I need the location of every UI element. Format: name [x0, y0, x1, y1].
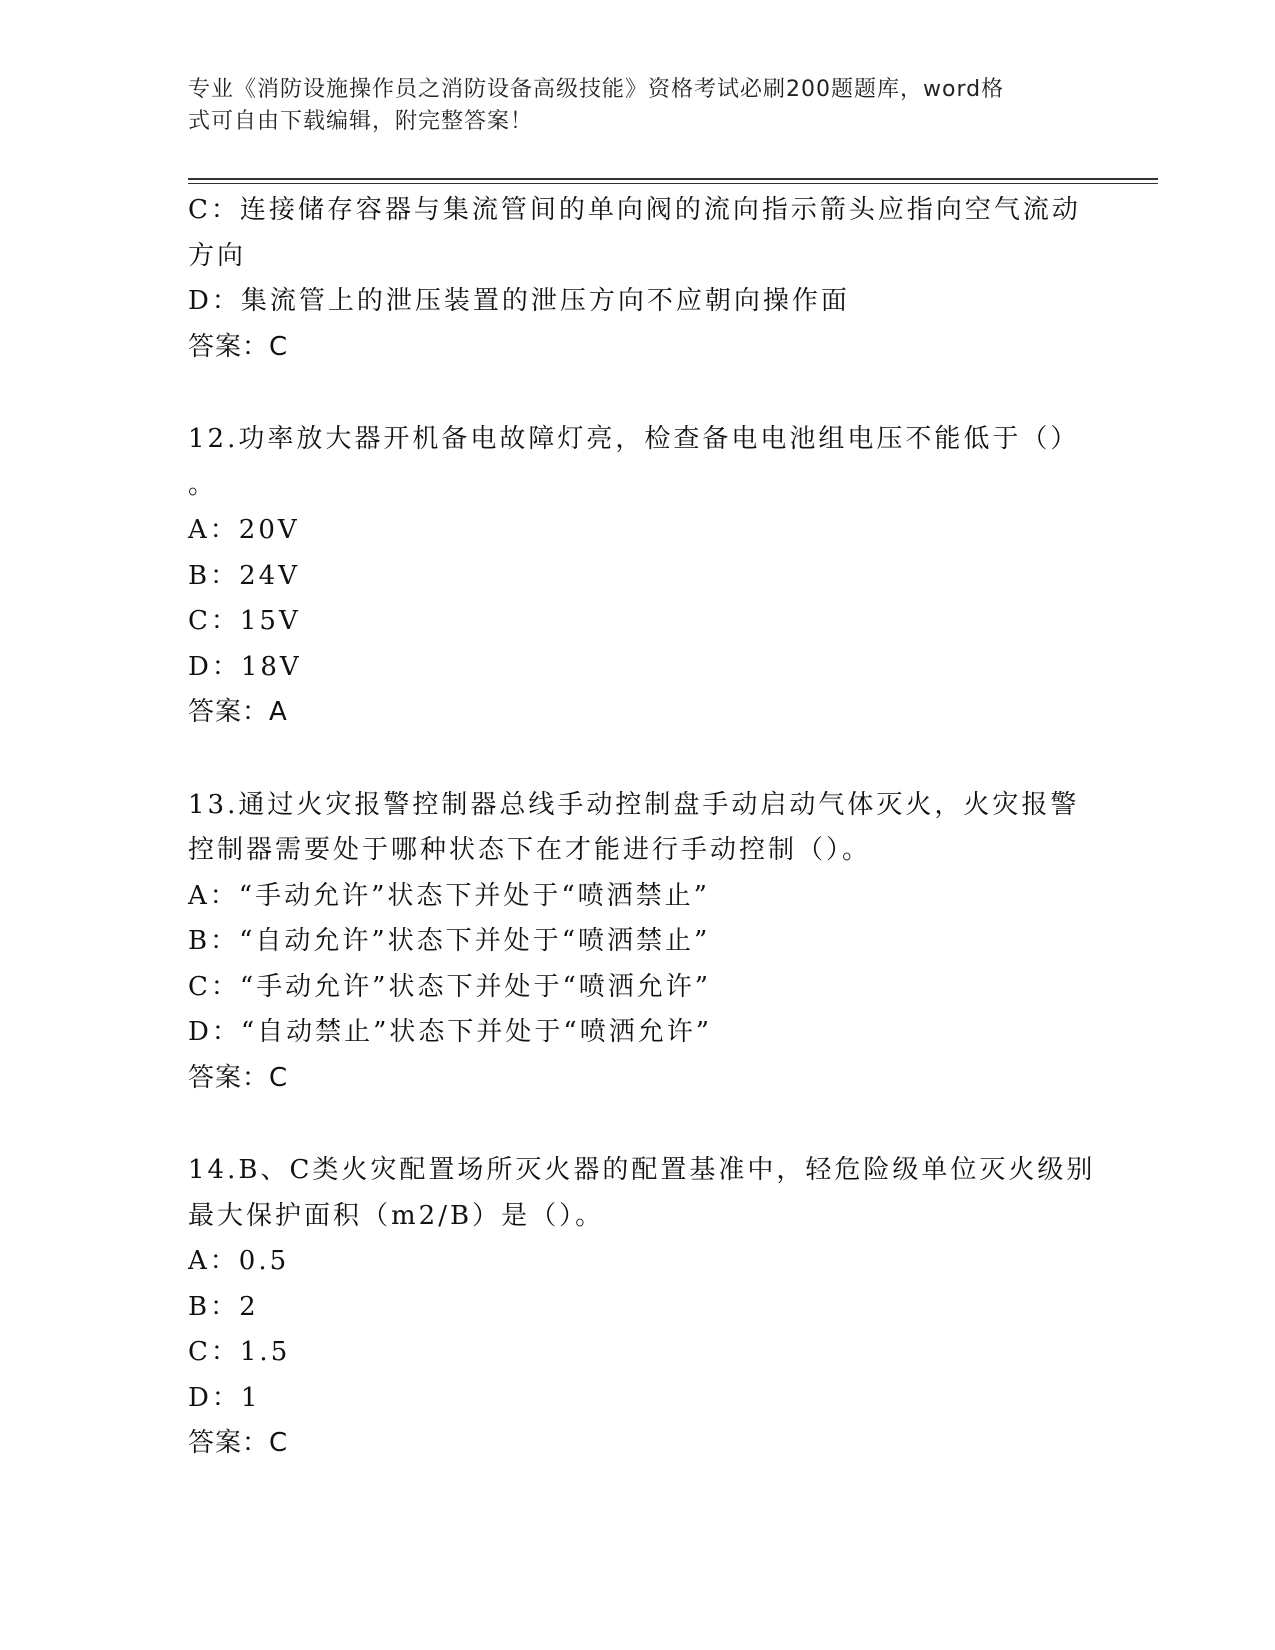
q12-stem: 12.功率放大器开机备电故障灯亮，检查备电电池组电压不能低于（） — [188, 424, 1080, 454]
q12-option-d: D：18V — [188, 651, 302, 682]
q14-option-c: C：1.5 — [188, 1337, 291, 1367]
q12-option-c: C：15V — [188, 606, 301, 636]
question-content — [188, 188, 1096, 1467]
q14-stem-cont: 最大保护面积（m2/B）是（）。 — [188, 1200, 605, 1231]
q14-option-b: B：2 — [188, 1291, 259, 1322]
q12-answer: 答案：A — [188, 697, 288, 727]
question-12 — [188, 417, 1088, 736]
question-11-tail — [188, 188, 1088, 370]
q11-option-c: C：连接储存容器与集流管间的单向阀的流向指示箭头应指向空气流动 — [188, 195, 1081, 225]
q12-stem-cont: 。 — [188, 469, 218, 500]
q13-answer: 答案：C — [188, 1062, 289, 1093]
header-divider-thin — [188, 183, 1158, 184]
q13-option-b: B：“自动允许”状态下并处于“喷洒禁止” — [188, 926, 711, 956]
q14-answer: 答案：C — [188, 1428, 289, 1458]
question-13 — [188, 783, 1088, 1102]
question-14 — [188, 1148, 1096, 1467]
q14-stem: 14.B、C类火灾配置场所灭火器的配置基准中，轻危险级单位灭火级别 — [188, 1155, 1096, 1185]
header-divider — [188, 178, 1158, 180]
q11-answer: 答案：C — [188, 331, 289, 362]
q11-option-d: D：集流管上的泄压装置的泄压方向不应朝向操作面 — [188, 286, 850, 316]
q11-option-c-cont: 方向 — [188, 240, 247, 271]
q14-option-d: D：1 — [188, 1382, 261, 1413]
header-line-2: 式可自由下载编辑，附完整答案！ — [188, 109, 534, 134]
q13-stem-cont: 控制器需要处于哪种状态下在才能进行手动控制（）。 — [188, 835, 872, 865]
q13-stem: 13.通过火灾报警控制器总线手动控制盘手动启动气体灭火，火灾报警 — [188, 789, 1080, 820]
header-line-1: 专业《消防设施操作员之消防设备高级技能》资格考试必刷200题题库，word格 — [188, 77, 1005, 102]
q13-option-d: D：“自动禁止”状态下并处于“喷洒允许” — [188, 1017, 713, 1047]
q13-option-c: C：“手动允许”状态下并处于“喷洒允许” — [188, 971, 712, 1002]
q13-option-a: A：“手动允许”状态下并处于“喷洒禁止” — [188, 880, 710, 911]
q12-option-a: A：20V — [188, 515, 300, 545]
page-header — [188, 74, 1068, 138]
q12-option-b: B：24V — [188, 560, 300, 591]
q14-option-a: A：0.5 — [188, 1246, 290, 1276]
